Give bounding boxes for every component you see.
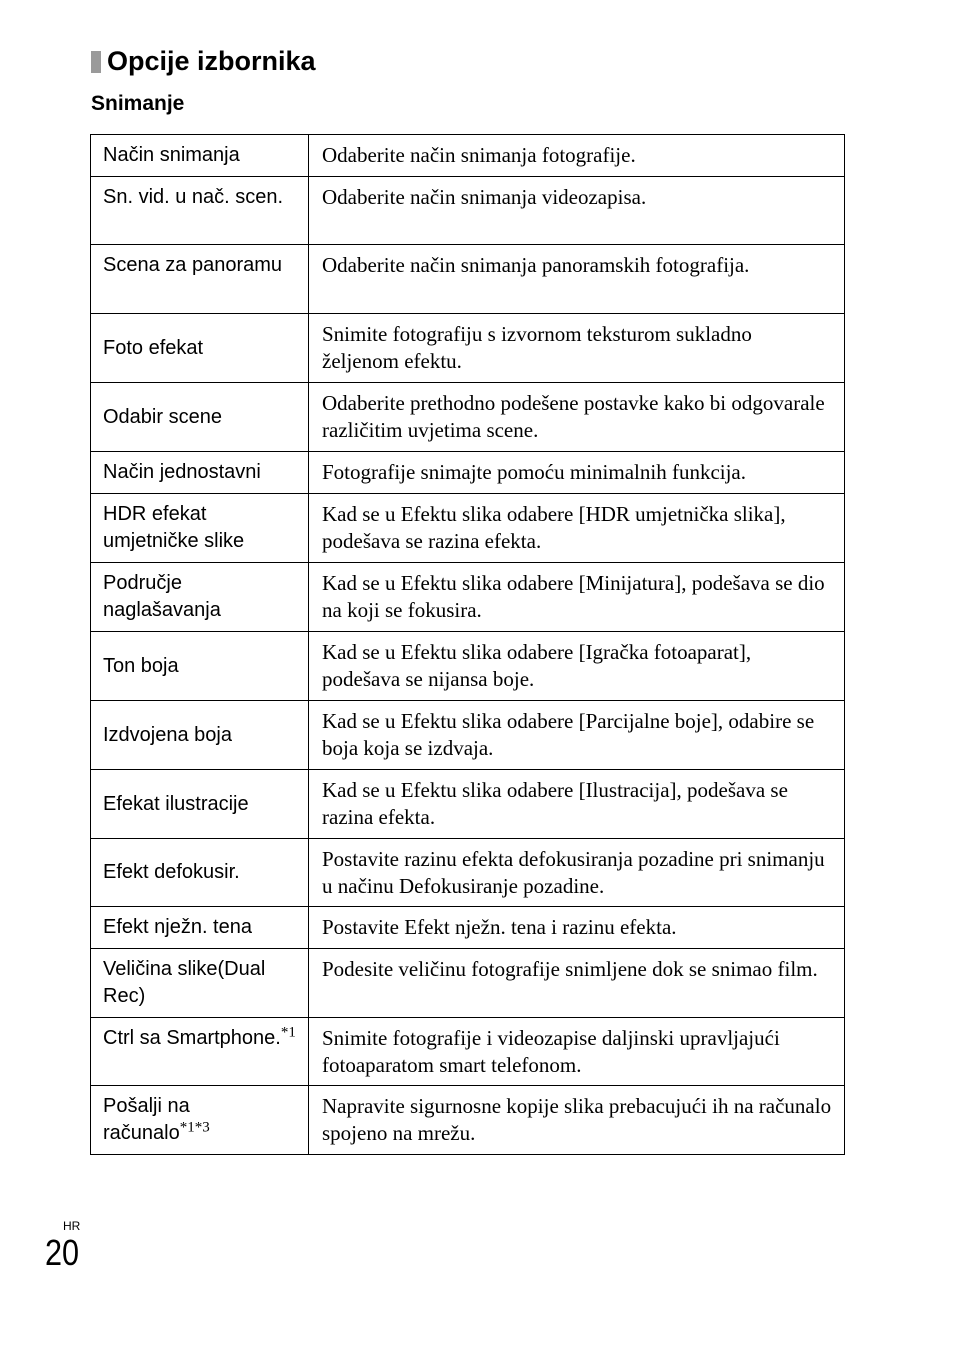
option-description: Postavite Efekt nježn. tena i razinu efekta.: [309, 907, 845, 949]
table-row: [91, 135, 845, 177]
option-name-text: Veličina slike(Dual Rec): [103, 958, 266, 1007]
table-row: [91, 701, 845, 770]
table-row: [91, 177, 845, 245]
table-row: [91, 839, 845, 907]
option-name-text: Ton boja: [103, 654, 179, 677]
option-description: Odaberite način snimanja panoramskih fotografija.: [309, 245, 845, 314]
heading-text: Opcije izbornika: [107, 46, 316, 76]
option-name: [91, 452, 309, 494]
option-name: [91, 135, 309, 177]
option-description: Postavite razinu efekta defokusiranja pozadine pri snimanju u načinu Defokusiranje pozadine.: [309, 839, 845, 907]
option-description: Kad se u Efektu slika odabere [Igračka fotoaparat], podešava se nijansa boje.: [309, 632, 845, 701]
option-name-text: Način jednostavni: [103, 461, 261, 483]
table-row: [91, 949, 845, 1018]
option-name: [91, 949, 309, 1018]
heading-marker-icon: [91, 51, 101, 73]
table-row: [91, 452, 845, 494]
page-number: 20: [45, 1232, 80, 1273]
option-name-text: Odabir scene: [103, 405, 222, 428]
table-row: [91, 245, 845, 314]
footnote-ref: *1*3: [179, 1119, 210, 1136]
option-description: Kad se u Efektu slika odabere [Parcijalne boje], odabire se boja koja se izdvaja.: [309, 701, 845, 770]
option-description: Kad se u Efektu slika odabere [Ilustracija], podešava se razina efekta.: [309, 770, 845, 839]
footnote-ref: *1: [280, 1024, 296, 1041]
option-name: [91, 1018, 309, 1086]
option-name-text: Područje naglašavanja: [103, 572, 221, 621]
option-name-text: Način snimanja: [103, 144, 240, 166]
table-row: [91, 1086, 845, 1155]
option-description: Snimite fotografiju s izvornom teksturom sukladno željenom efektu.: [309, 314, 845, 383]
option-name: [91, 383, 309, 452]
language-code: HR: [63, 1219, 81, 1233]
option-name: [91, 701, 309, 770]
option-name-text: Izdvojena boja: [103, 723, 232, 746]
table-row: [91, 632, 845, 701]
menu-options-table: [90, 134, 845, 1155]
option-description: Odaberite prethodno podešene postavke kako bi odgovarale različitim uvjetima scene.: [309, 383, 845, 452]
option-name: [91, 245, 309, 314]
option-name-text: Sn. vid. u nač. scen.: [103, 186, 284, 208]
option-description: Odaberite način snimanja videozapisa.: [309, 177, 845, 245]
option-description: Kad se u Efektu slika odabere [HDR umjetnička slika], podešava se razina efekta.: [309, 494, 845, 563]
option-description: Podesite veličinu fotografije snimljene dok se snimao film.: [309, 949, 845, 1018]
option-name: [91, 839, 309, 907]
option-name: [91, 177, 309, 245]
table-row: [91, 1018, 845, 1086]
table-row: [91, 314, 845, 383]
table-row: [91, 770, 845, 839]
option-name-text: Scena za panoramu: [103, 254, 283, 276]
option-description: Napravite sigurnosne kopije slika prebacujući ih na računalo spojeno na mrežu.: [309, 1086, 845, 1155]
table-row: [91, 563, 845, 632]
section-heading: [91, 46, 316, 77]
option-name: [91, 1086, 309, 1155]
option-name: [91, 494, 309, 563]
option-name: [91, 314, 309, 383]
option-name: [91, 563, 309, 632]
option-name: [91, 907, 309, 949]
option-description: Snimite fotografije i videozapise daljinski upravljajući fotoaparatom smart telefonom.: [309, 1018, 845, 1086]
option-description: Kad se u Efektu slika odabere [Minijatura], podešava se dio na koji se fokusira.: [309, 563, 845, 632]
option-name-text: Efekt nježn. tena: [103, 916, 252, 938]
table-row: [91, 907, 845, 949]
option-name-text: HDR efekat umjetničke slike: [103, 503, 245, 552]
option-name: [91, 632, 309, 701]
table-row: [91, 383, 845, 452]
subsection-heading: Snimanje: [91, 92, 185, 115]
option-name-text: Efekat ilustracije: [103, 792, 249, 815]
option-name-text: Ctrl sa Smartphone.: [103, 1027, 281, 1049]
table-row: [91, 494, 845, 563]
option-name-text: Efekt defokusir.: [103, 861, 240, 883]
option-name-text: Pošalji na računalo: [103, 1095, 190, 1144]
option-name-text: Foto efekat: [103, 336, 204, 359]
option-name: [91, 770, 309, 839]
option-description: Fotografije snimajte pomoću minimalnih funkcija.: [309, 452, 845, 494]
option-description: Odaberite način snimanja fotografije.: [309, 135, 845, 177]
